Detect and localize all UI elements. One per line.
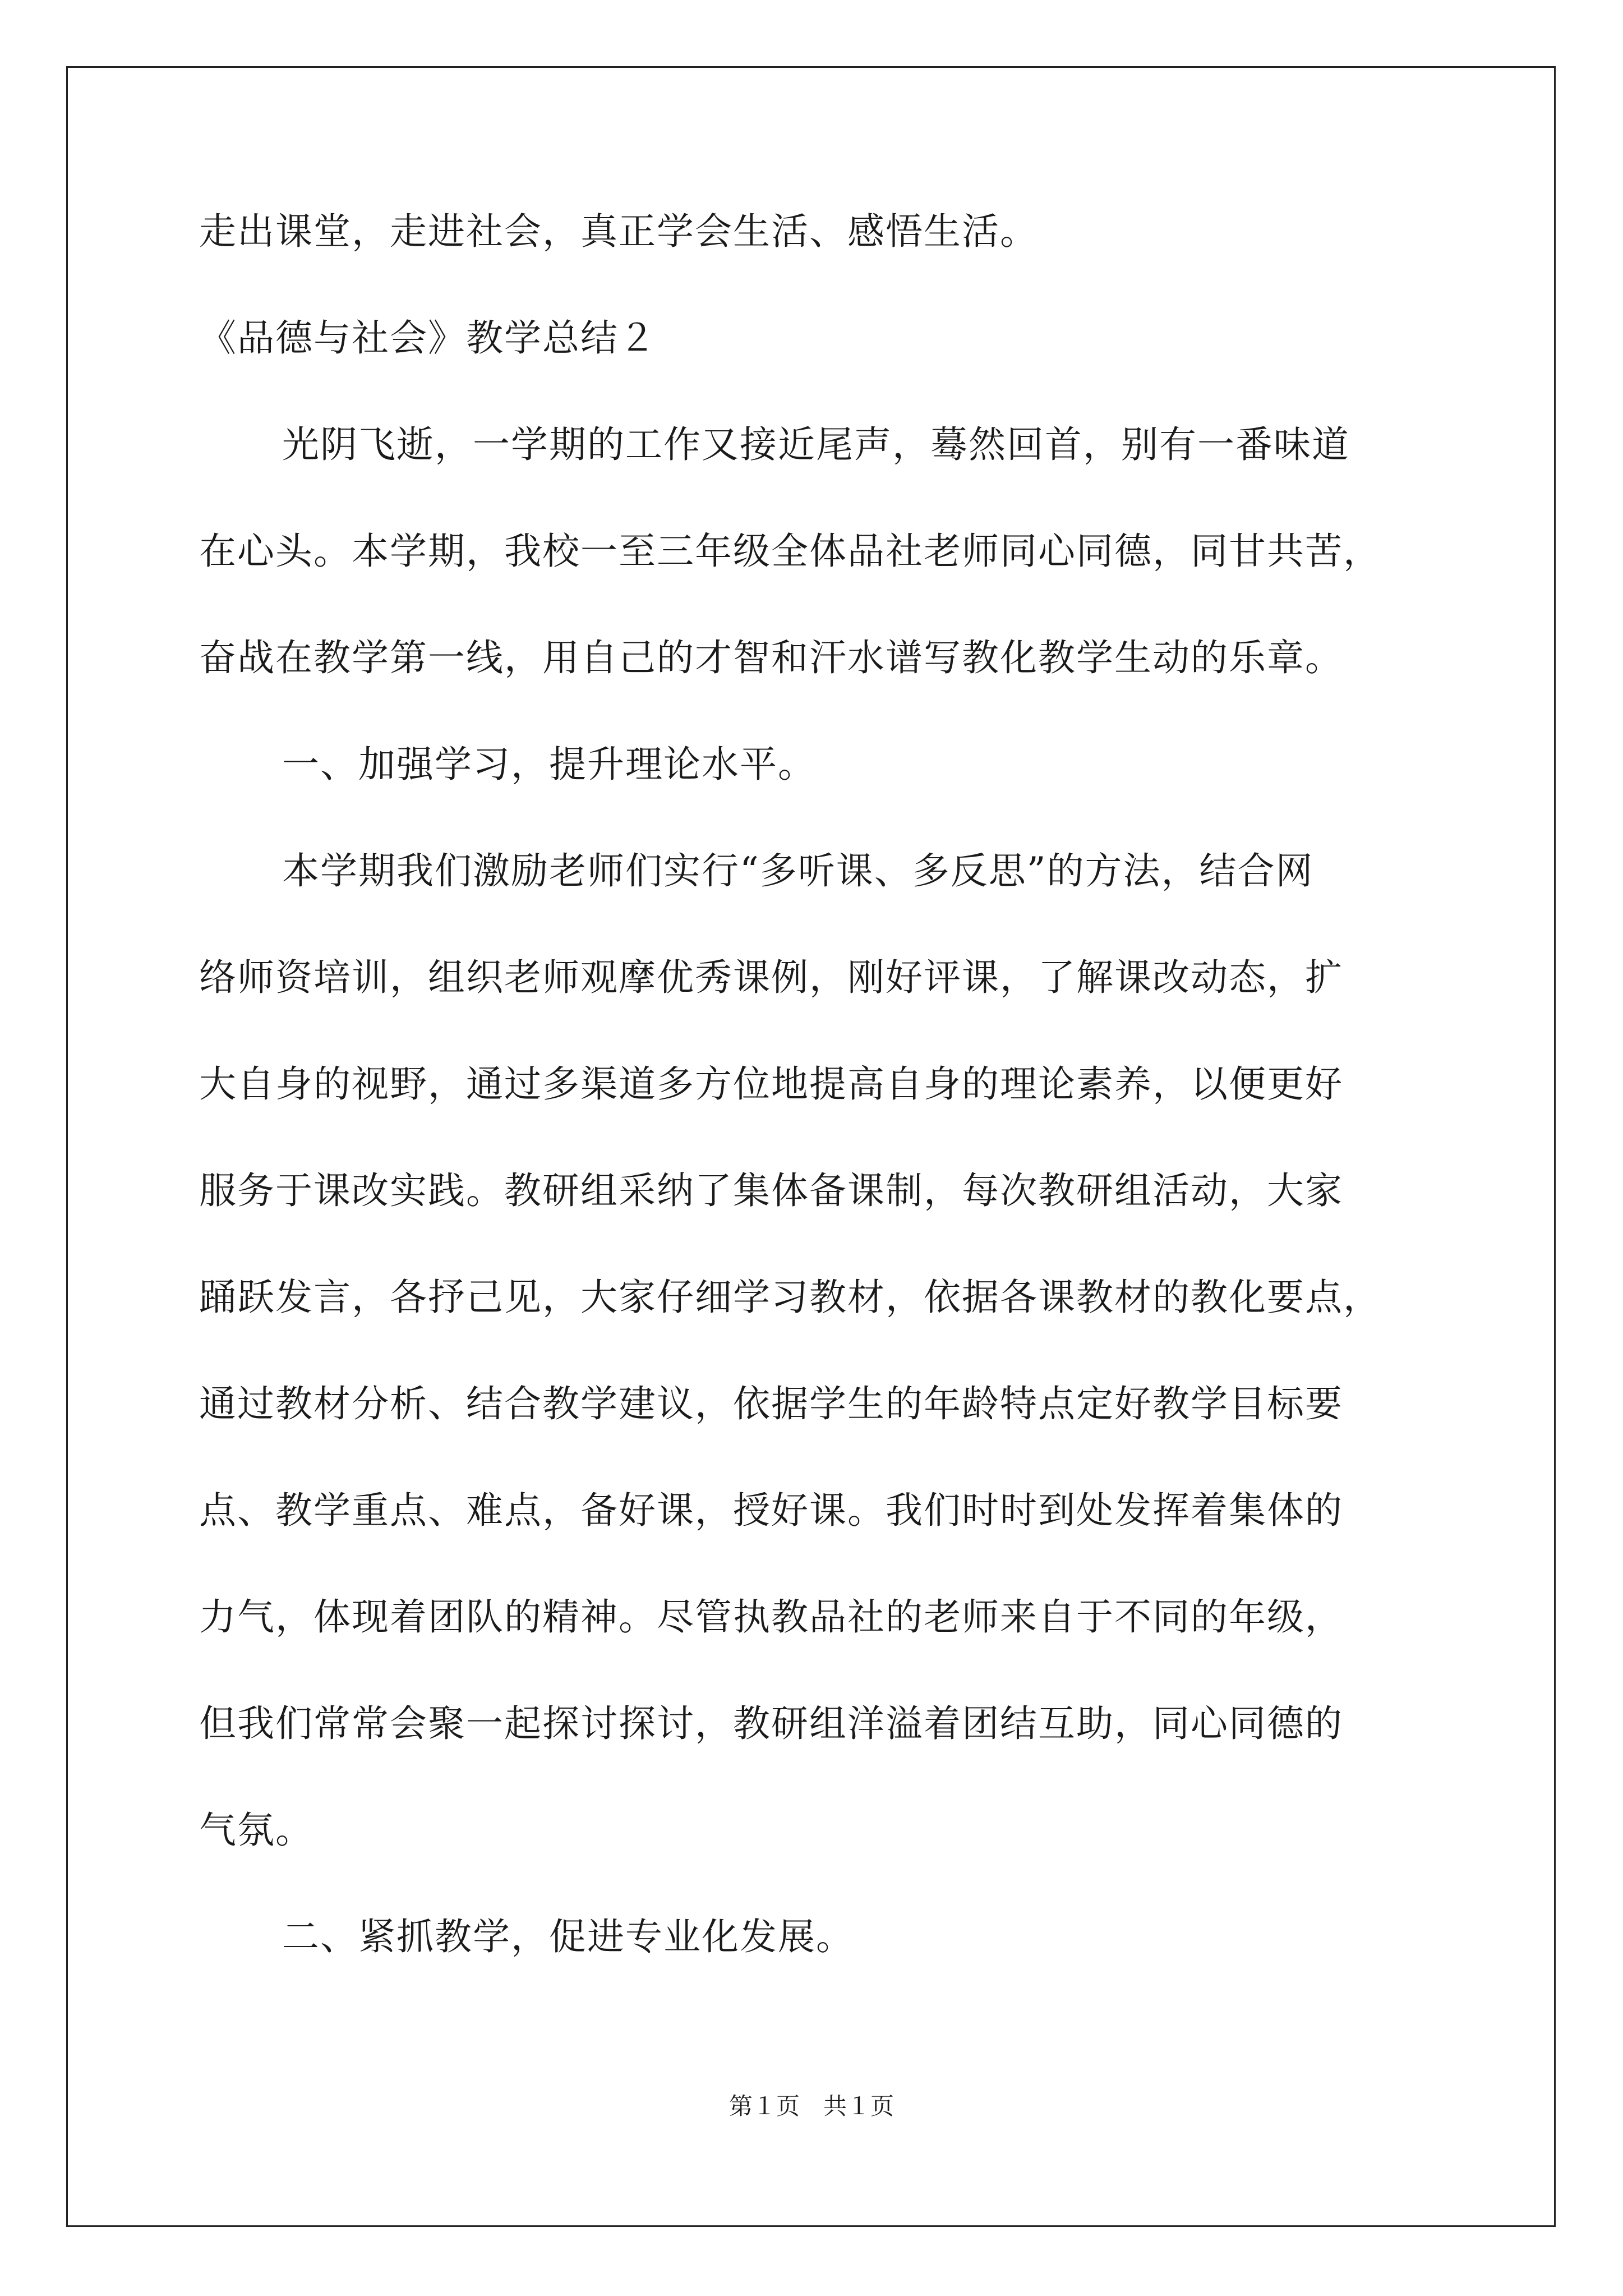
heading-2: 二、紧抓教学，促进专业化发展。 [282,1915,854,1958]
text-line: 服务于课改实践。教研组采纳了集体备课制，每次教研组活动，大家 [199,1169,1343,1212]
text-line: 络师资培训，组织老师观摩优秀课例，刚好评课，了解课改动态，扩 [199,956,1343,999]
section-title: 《品德与社会》教学总结２ [199,316,657,360]
page-number: 第１页 共１页 [728,2092,894,2120]
text-line: 踊跃发言，各抒己见，大家仔细学习教材，依据各课教材的教化要点， [199,1276,1381,1319]
text-line: 光阴飞逝，一学期的工作又接近尾声，蓦然回首，别有一番味道 [282,423,1350,466]
text-line: 本学期我们激励老师们实行“多听课、多反思”的方法，结合网 [282,849,1314,892]
text-line: 气氛。 [199,1809,313,1852]
text-line: 奋战在教学第一线，用自己的才智和汗水谱写教化教学生动的乐章。 [199,636,1343,679]
text-line: 在心头。本学期，我校一至三年级全体品社老师同心同德，同甘共苦， [199,530,1381,573]
heading-1: 一、加强学习，提升理论水平。 [282,743,816,786]
text-line: 走出课堂，走进社会，真正学会生活、感悟生活。 [199,210,1038,253]
page-border [66,66,1556,2227]
text-line: 大自身的视野，通过多渠道多方位地提高自身的理论素养，以便更好 [199,1062,1343,1106]
text-line: 通过教材分析、结合教学建议，依据学生的年龄特点定好教学目标要 [199,1382,1343,1425]
text-line: 力气，体现着团队的精神。尽管执教品社的老师来自于不同的年级， [199,1595,1343,1639]
text-line: 但我们常常会聚一起探讨探讨，教研组洋溢着团结互助，同心同德的 [199,1702,1343,1745]
text-line: 点、教学重点、难点，备好课，授好课。我们时时到处发挥着集体的 [199,1489,1343,1532]
